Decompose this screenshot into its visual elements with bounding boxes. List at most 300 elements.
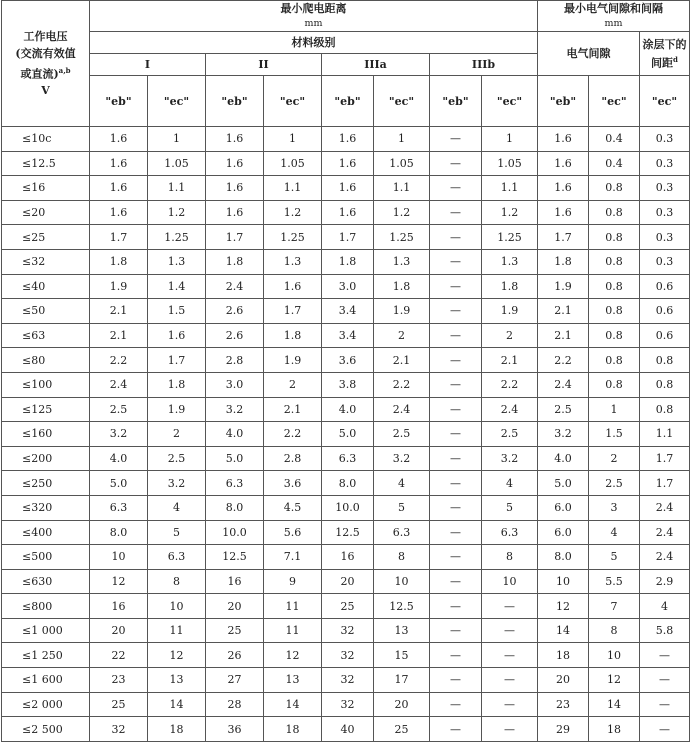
table-row (2, 446, 690, 471)
table-row (2, 520, 690, 545)
value-cell: 10 (538, 569, 589, 594)
value-cell: 2.5 (148, 446, 206, 471)
value-cell: 25 (206, 618, 264, 643)
value-cell: 10 (90, 545, 148, 570)
value-cell: 1.2 (264, 200, 322, 225)
table-row (2, 249, 690, 274)
voltage-cell: ≤2 000 (2, 692, 90, 717)
value-cell: 2.5 (589, 471, 640, 496)
value-cell: 1.3 (482, 249, 538, 274)
table-row (2, 422, 690, 447)
value-cell: 0.8 (640, 348, 690, 373)
value-cell: 4.0 (322, 397, 374, 422)
value-cell: 1.9 (90, 274, 148, 299)
value-cell: 0.8 (589, 323, 640, 348)
table-row (2, 348, 690, 373)
table-row (2, 495, 690, 520)
value-cell: 1.9 (148, 397, 206, 422)
voltage-cell: ≤32 (2, 249, 90, 274)
value-cell: — (430, 717, 482, 742)
working-voltage-sup: a,b (58, 65, 71, 75)
value-cell: 40 (322, 717, 374, 742)
value-cell: 5 (589, 545, 640, 570)
coated-spacing-line2: 间距 (651, 56, 674, 70)
value-cell: 14 (148, 692, 206, 717)
value-cell: 12 (538, 594, 589, 619)
value-cell: 1.05 (482, 151, 538, 176)
value-cell: 25 (90, 692, 148, 717)
value-cell: 1.6 (538, 151, 589, 176)
value-cell: 4.0 (206, 422, 264, 447)
creepage-clearance-table (1, 0, 690, 742)
value-cell: 14 (589, 692, 640, 717)
value-cell: 10.0 (322, 495, 374, 520)
value-cell: 1.25 (264, 225, 322, 250)
value-cell: 1.8 (482, 274, 538, 299)
table-row (2, 397, 690, 422)
value-cell: 1.8 (90, 249, 148, 274)
table-row (2, 299, 690, 324)
value-cell: 1.7 (264, 299, 322, 324)
value-cell: — (430, 225, 482, 250)
value-cell: 2.4 (374, 397, 430, 422)
value-cell: 1.1 (264, 176, 322, 201)
value-cell: 3.2 (538, 422, 589, 447)
value-cell: 7 (589, 594, 640, 619)
value-cell: 3.6 (264, 471, 322, 496)
value-cell: — (430, 618, 482, 643)
code-header: "ec" (589, 76, 640, 127)
value-cell: 4 (640, 594, 690, 619)
value-cell: 2.2 (90, 348, 148, 373)
voltage-cell: ≤2 500 (2, 717, 90, 742)
value-cell: 14 (264, 692, 322, 717)
value-cell: 3.8 (322, 372, 374, 397)
class-ii-header: II (206, 54, 322, 76)
value-cell: 0.4 (589, 127, 640, 152)
voltage-cell: ≤20 (2, 200, 90, 225)
value-cell: 5.0 (206, 446, 264, 471)
value-cell: 4.5 (264, 495, 322, 520)
creepage-unit: mm (304, 18, 323, 29)
value-cell: 1.7 (206, 225, 264, 250)
value-cell: 16 (206, 569, 264, 594)
value-cell: — (640, 692, 690, 717)
value-cell: 3.4 (322, 299, 374, 324)
value-cell: 4 (589, 520, 640, 545)
value-cell: 1.7 (538, 225, 589, 250)
value-cell: 3.2 (90, 422, 148, 447)
value-cell: 3.2 (482, 446, 538, 471)
value-cell: 1.3 (148, 249, 206, 274)
value-cell: 23 (538, 692, 589, 717)
value-cell: 1 (374, 127, 430, 152)
value-cell: — (430, 323, 482, 348)
value-cell: 18 (148, 717, 206, 742)
value-cell: 8.0 (90, 520, 148, 545)
value-cell: 1 (482, 127, 538, 152)
value-cell: — (430, 274, 482, 299)
table-row (2, 717, 690, 742)
value-cell: 1.8 (264, 323, 322, 348)
coated-spacing-header (640, 32, 690, 76)
value-cell: 5 (148, 520, 206, 545)
value-cell: — (430, 249, 482, 274)
value-cell: 10 (148, 594, 206, 619)
value-cell: 3 (589, 495, 640, 520)
voltage-cell: ≤100 (2, 372, 90, 397)
value-cell: 32 (322, 668, 374, 693)
value-cell: 20 (206, 594, 264, 619)
value-cell: 5.0 (322, 422, 374, 447)
value-cell: 13 (148, 668, 206, 693)
class-i-header: I (90, 54, 206, 76)
voltage-cell: ≤200 (2, 446, 90, 471)
value-cell: 1.7 (148, 348, 206, 373)
value-cell: 1.6 (206, 200, 264, 225)
value-cell: 17 (374, 668, 430, 693)
value-cell: 8 (589, 618, 640, 643)
value-cell: 1.8 (322, 249, 374, 274)
value-cell: 10 (482, 569, 538, 594)
value-cell: 2 (482, 323, 538, 348)
value-cell: 14 (538, 618, 589, 643)
value-cell: 12.5 (206, 545, 264, 570)
value-cell: 6.3 (374, 520, 430, 545)
value-cell: 5 (482, 495, 538, 520)
value-cell: 1.7 (640, 471, 690, 496)
table-row (2, 618, 690, 643)
value-cell: 0.6 (640, 323, 690, 348)
value-cell: 6.3 (482, 520, 538, 545)
code-header: "ec" (482, 76, 538, 127)
working-voltage-line2: (交流有效值 (15, 46, 76, 60)
value-cell: — (430, 397, 482, 422)
value-cell: 20 (322, 569, 374, 594)
value-cell: 1.8 (148, 372, 206, 397)
value-cell: — (640, 643, 690, 668)
value-cell: 3.0 (206, 372, 264, 397)
value-cell: 0.4 (589, 151, 640, 176)
value-cell: — (482, 692, 538, 717)
value-cell: 12.5 (374, 594, 430, 619)
value-cell: 13 (374, 618, 430, 643)
class-iiia-header: IIIa (322, 54, 430, 76)
value-cell: 1.25 (148, 225, 206, 250)
value-cell: 2.1 (264, 397, 322, 422)
value-cell: 8.0 (322, 471, 374, 496)
value-cell: 3.6 (322, 348, 374, 373)
value-cell: 1.8 (374, 274, 430, 299)
voltage-cell: ≤50 (2, 299, 90, 324)
table-row (2, 569, 690, 594)
working-voltage-line3: 或直流) (20, 67, 59, 81)
value-cell: 1.6 (322, 200, 374, 225)
value-cell: 12 (589, 668, 640, 693)
creepage-title: 最小爬电距离 (280, 2, 347, 15)
value-cell: 8.0 (206, 495, 264, 520)
value-cell: 1.5 (148, 299, 206, 324)
value-cell: 1.1 (374, 176, 430, 201)
value-cell: 1.6 (322, 176, 374, 201)
value-cell: 1.6 (90, 176, 148, 201)
value-cell: 12 (264, 643, 322, 668)
code-header: "eb" (430, 76, 482, 127)
value-cell: 10.0 (206, 520, 264, 545)
value-cell: 1 (148, 127, 206, 152)
code-header: "eb" (538, 76, 589, 127)
value-cell: 1.6 (264, 274, 322, 299)
value-cell: 2.4 (538, 372, 589, 397)
value-cell: 0.8 (589, 274, 640, 299)
value-cell: 2.4 (640, 545, 690, 570)
value-cell: 16 (322, 545, 374, 570)
table-row (2, 692, 690, 717)
value-cell: 2.6 (206, 299, 264, 324)
value-cell: 1.6 (90, 200, 148, 225)
value-cell: 0.8 (589, 299, 640, 324)
value-cell: 4 (148, 495, 206, 520)
value-cell: 5 (374, 495, 430, 520)
voltage-cell: ≤63 (2, 323, 90, 348)
working-voltage-unit: V (41, 84, 50, 98)
value-cell: 6.3 (206, 471, 264, 496)
value-cell: 1.1 (148, 176, 206, 201)
value-cell: 1.7 (322, 225, 374, 250)
value-cell: — (430, 545, 482, 570)
value-cell: 6.3 (90, 495, 148, 520)
value-cell: — (430, 520, 482, 545)
value-cell: 1.9 (374, 299, 430, 324)
table-row (2, 323, 690, 348)
coated-spacing-line1: 涂层下的 (642, 37, 687, 51)
value-cell: 6.3 (322, 446, 374, 471)
value-cell: 1.6 (148, 323, 206, 348)
clearance-title: 最小电气间隙和间隔 (564, 2, 663, 15)
table-body (2, 127, 690, 742)
value-cell: — (430, 127, 482, 152)
value-cell: 2.2 (538, 348, 589, 373)
value-cell: 1.1 (482, 176, 538, 201)
value-cell: 6.3 (148, 545, 206, 570)
value-cell: 1.05 (148, 151, 206, 176)
code-header: "ec" (374, 76, 430, 127)
table-row (2, 127, 690, 152)
code-header: "eb" (322, 76, 374, 127)
voltage-cell: ≤80 (2, 348, 90, 373)
value-cell: 1.6 (206, 151, 264, 176)
value-cell: 2.4 (206, 274, 264, 299)
value-cell: 1.3 (374, 249, 430, 274)
table-row (2, 176, 690, 201)
value-cell: 3.4 (322, 323, 374, 348)
value-cell: — (430, 422, 482, 447)
value-cell: 1 (589, 397, 640, 422)
value-cell: 8 (374, 545, 430, 570)
value-cell: 0.8 (640, 397, 690, 422)
value-cell: 10 (589, 643, 640, 668)
value-cell: 2.9 (640, 569, 690, 594)
table-row (2, 372, 690, 397)
value-cell: — (430, 151, 482, 176)
voltage-cell: ≤160 (2, 422, 90, 447)
value-cell: 1.6 (322, 127, 374, 152)
value-cell: 2.1 (90, 323, 148, 348)
voltage-cell: ≤500 (2, 545, 90, 570)
value-cell: 0.8 (589, 249, 640, 274)
value-cell: 2.5 (90, 397, 148, 422)
working-voltage-line1: 工作电压 (23, 29, 68, 43)
value-cell: 3.2 (148, 471, 206, 496)
value-cell: 8.0 (538, 545, 589, 570)
value-cell: — (482, 717, 538, 742)
value-cell: 1.6 (538, 127, 589, 152)
value-cell: 2 (264, 372, 322, 397)
table-row (2, 151, 690, 176)
value-cell: 2.4 (640, 495, 690, 520)
value-cell: 11 (264, 618, 322, 643)
value-cell: 1.8 (538, 249, 589, 274)
value-cell: 2 (589, 446, 640, 471)
value-cell: 25 (374, 717, 430, 742)
value-cell: 23 (90, 668, 148, 693)
value-cell: 12 (148, 643, 206, 668)
value-cell: 0.3 (640, 249, 690, 274)
value-cell: 16 (90, 594, 148, 619)
creepage-header (90, 1, 538, 32)
value-cell: 0.8 (589, 225, 640, 250)
value-cell: 25 (322, 594, 374, 619)
voltage-cell: ≤1 600 (2, 668, 90, 693)
value-cell: 11 (148, 618, 206, 643)
value-cell: 0.3 (640, 200, 690, 225)
value-cell: 1.6 (538, 200, 589, 225)
value-cell: 5.5 (589, 569, 640, 594)
value-cell: 32 (322, 643, 374, 668)
value-cell: 5.0 (90, 471, 148, 496)
value-cell: — (430, 446, 482, 471)
voltage-cell: ≤40 (2, 274, 90, 299)
value-cell: 1.25 (374, 225, 430, 250)
value-cell: — (430, 594, 482, 619)
value-cell: — (430, 176, 482, 201)
value-cell: 2 (148, 422, 206, 447)
value-cell: 4.0 (90, 446, 148, 471)
table-row (2, 471, 690, 496)
value-cell: 12 (90, 569, 148, 594)
value-cell: 32 (90, 717, 148, 742)
value-cell: 6.0 (538, 520, 589, 545)
value-cell: 0.3 (640, 127, 690, 152)
value-cell: 3.2 (374, 446, 430, 471)
value-cell: 27 (206, 668, 264, 693)
table-row (2, 643, 690, 668)
voltage-cell: ≤125 (2, 397, 90, 422)
value-cell: 13 (264, 668, 322, 693)
value-cell: 2 (374, 323, 430, 348)
value-cell: 29 (538, 717, 589, 742)
value-cell: 18 (589, 717, 640, 742)
table-row (2, 225, 690, 250)
class-iiib-header: IIIb (430, 54, 538, 76)
table-row (2, 668, 690, 693)
value-cell: 1.3 (264, 249, 322, 274)
value-cell: 1 (264, 127, 322, 152)
value-cell: 2.2 (264, 422, 322, 447)
code-header: "ec" (148, 76, 206, 127)
value-cell: 8 (148, 569, 206, 594)
value-cell: 2.1 (90, 299, 148, 324)
value-cell: 2.1 (482, 348, 538, 373)
value-cell: 1.6 (206, 127, 264, 152)
clearance-unit: mm (604, 18, 623, 29)
voltage-cell: ≤16 (2, 176, 90, 201)
value-cell: 7.1 (264, 545, 322, 570)
value-cell: 0.6 (640, 274, 690, 299)
value-cell: 2.4 (640, 520, 690, 545)
value-cell: 1.05 (264, 151, 322, 176)
value-cell: 5.8 (640, 618, 690, 643)
value-cell: 4.0 (538, 446, 589, 471)
value-cell: 0.8 (589, 200, 640, 225)
voltage-cell: ≤1 000 (2, 618, 90, 643)
value-cell: 1.5 (589, 422, 640, 447)
value-cell: 1.2 (148, 200, 206, 225)
coated-spacing-sup: d (673, 54, 678, 64)
value-cell: 1.1 (640, 422, 690, 447)
value-cell: 32 (322, 692, 374, 717)
value-cell: — (430, 348, 482, 373)
value-cell: 0.3 (640, 176, 690, 201)
value-cell: 1.6 (206, 176, 264, 201)
value-cell: — (482, 668, 538, 693)
value-cell: 20 (90, 618, 148, 643)
value-cell: 0.8 (589, 176, 640, 201)
value-cell: 2.2 (482, 372, 538, 397)
value-cell: 1.25 (482, 225, 538, 250)
value-cell: 1.6 (90, 127, 148, 152)
value-cell: 32 (322, 618, 374, 643)
code-header: "ec" (264, 76, 322, 127)
value-cell: 2.1 (538, 299, 589, 324)
value-cell: 1.6 (538, 176, 589, 201)
voltage-cell: ≤10c (2, 127, 90, 152)
value-cell: 2.5 (374, 422, 430, 447)
code-header: "ec" (640, 76, 690, 127)
code-header: "eb" (206, 76, 264, 127)
value-cell: 2.4 (90, 372, 148, 397)
value-cell: 4 (374, 471, 430, 496)
voltage-cell: ≤400 (2, 520, 90, 545)
value-cell: 1.9 (264, 348, 322, 373)
value-cell: 1.8 (206, 249, 264, 274)
value-cell: 18 (264, 717, 322, 742)
value-cell: 15 (374, 643, 430, 668)
value-cell: 9 (264, 569, 322, 594)
value-cell: 2.4 (482, 397, 538, 422)
value-cell: — (430, 668, 482, 693)
value-cell: — (430, 372, 482, 397)
value-cell: 12.5 (322, 520, 374, 545)
value-cell: 20 (538, 668, 589, 693)
value-cell: 0.3 (640, 151, 690, 176)
value-cell: 1.6 (322, 151, 374, 176)
voltage-cell: ≤25 (2, 225, 90, 250)
voltage-cell: ≤12.5 (2, 151, 90, 176)
value-cell: 28 (206, 692, 264, 717)
voltage-cell: ≤1 250 (2, 643, 90, 668)
code-header: "eb" (90, 76, 148, 127)
